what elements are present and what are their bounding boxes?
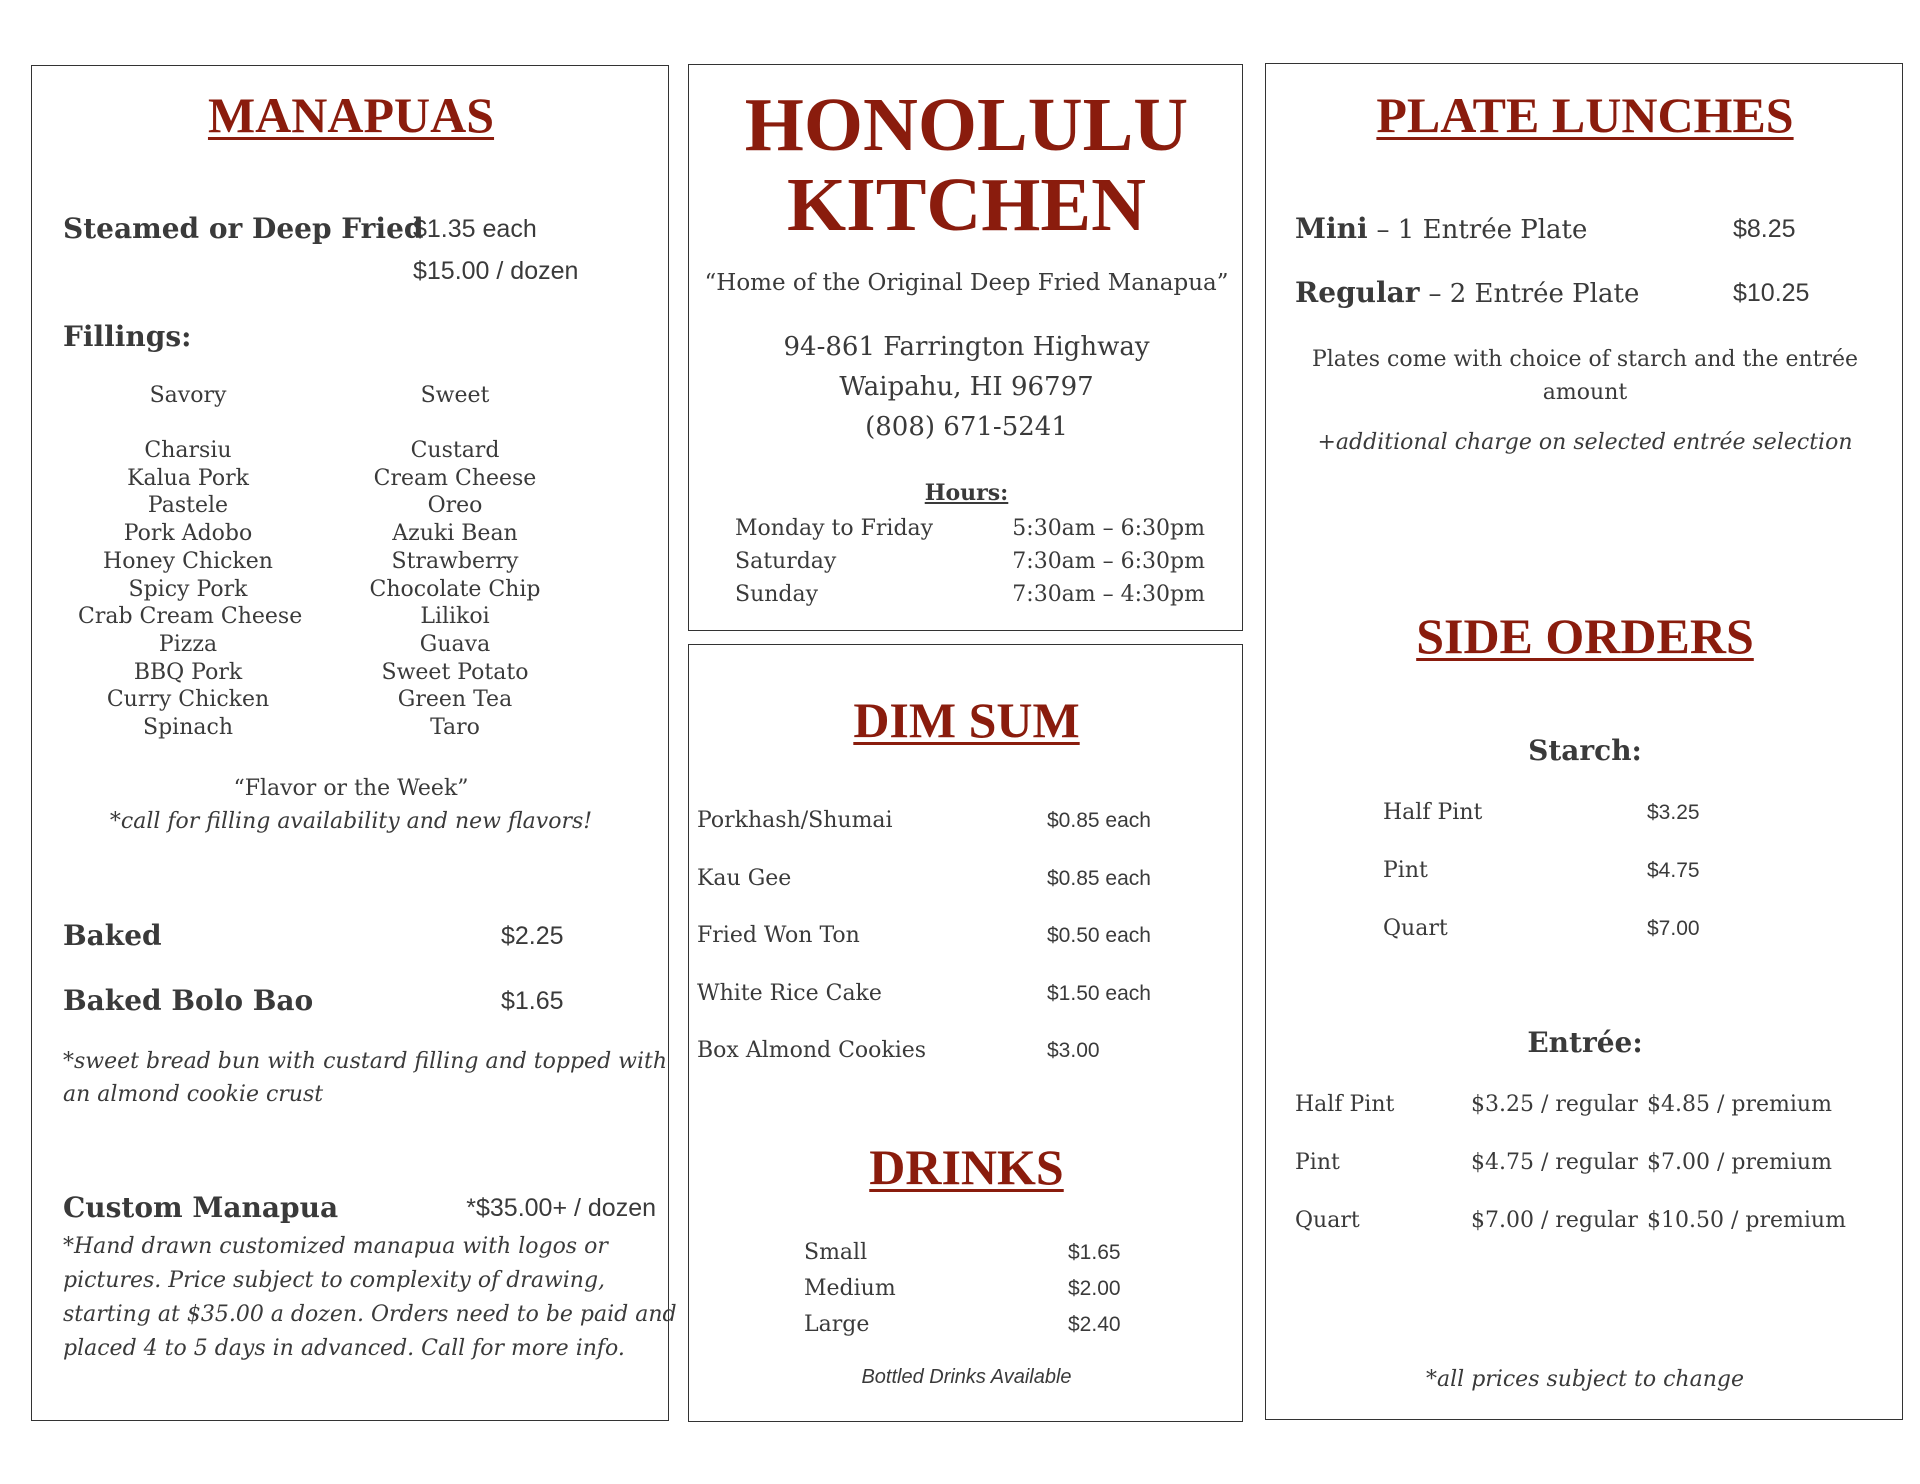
dim-sum-price: $0.85 each: [1047, 809, 1151, 832]
phone-number: (808) 671-5241: [865, 412, 1068, 442]
savory-list: [78, 437, 303, 742]
list-item: Pizza: [158, 631, 218, 657]
list-item: Spinach: [143, 715, 233, 741]
flavor-note: *call for filling availability and new flavors!: [109, 809, 593, 834]
dim-sum-price: $1.50 each: [1047, 981, 1151, 1005]
entree-list: [1295, 1076, 1895, 1250]
entree-row: [1295, 1076, 1895, 1134]
drinks-row: [804, 1235, 1121, 1271]
header-panel: [688, 64, 1243, 631]
bottled-drinks-note: Bottled Drinks Available: [861, 1366, 1072, 1388]
dim-sum-name: Box Almond Cookies: [697, 1038, 927, 1063]
hours-day: Sunday: [735, 582, 819, 607]
list-item: Chocolate Chip: [369, 576, 541, 602]
bolo-price: $1.65: [501, 987, 564, 1015]
drink-size: Small: [804, 1240, 868, 1265]
restaurant-title: [689, 85, 1244, 245]
drinks-row: [804, 1307, 1121, 1343]
manapuas-title: MANAPUAS: [207, 87, 495, 143]
hours-row: [735, 545, 1205, 578]
starch-price: $3.25: [1647, 801, 1700, 824]
regular-price: $10.25: [1733, 279, 1810, 307]
hours-time: 5:30am – 6:30pm: [1012, 516, 1205, 541]
list-item: Curry Chicken: [106, 687, 270, 713]
bolo-note: [63, 1045, 667, 1111]
custom-note: [63, 1230, 677, 1366]
hours-table: [735, 512, 1205, 611]
regular-label: Regular: [1295, 276, 1420, 309]
list-item: Sweet Potato: [381, 659, 529, 685]
list-item: Honey Chicken: [103, 548, 273, 574]
regular-desc: – 2 Entrée Plate: [1428, 279, 1640, 309]
entree-row: [1295, 1192, 1895, 1250]
dim-sum-panel: [688, 644, 1243, 1422]
title-line-2: KITCHEN: [787, 163, 1146, 247]
baked-price: $2.25: [501, 922, 564, 950]
bolo-note-line: *sweet bread bun with custard filling and topped with: [63, 1049, 668, 1074]
address: [689, 327, 1244, 447]
drinks-title: DRINKS: [869, 1139, 1064, 1195]
plate-note: [1266, 343, 1904, 409]
list-item: Taro: [430, 715, 480, 741]
custom-note-line: *Hand drawn customized manapua with logos or: [63, 1234, 608, 1259]
steamed-price-dozen: $15.00 / dozen: [413, 257, 579, 285]
custom-label: Custom Manapua: [63, 1191, 339, 1224]
mini-desc: – 1 Entrée Plate: [1376, 215, 1588, 245]
dim-sum-name: Fried Won Ton: [697, 923, 860, 948]
entree-regular: $3.25 / regular: [1471, 1092, 1638, 1117]
starch-row: [1383, 784, 1743, 842]
starch-size: Half Pint: [1383, 800, 1483, 825]
sweet-list: [345, 437, 565, 742]
plate-lunches-title: PLATE LUNCHES: [1376, 87, 1794, 143]
mini-price: $8.25: [1733, 215, 1796, 243]
address-line-2: Waipahu, HI 96797: [839, 372, 1094, 402]
fillings-label: Fillings:: [63, 320, 192, 353]
hours-time: 7:30am – 4:30pm: [1012, 582, 1205, 607]
plate-note-line: amount: [1542, 380, 1628, 405]
hours-label: Hours:: [924, 480, 1009, 506]
additional-charge-note: +additional charge on selected entrée selection: [1317, 430, 1853, 455]
list-item: Oreo: [427, 493, 483, 519]
custom-price: *$35.00+ / dozen: [466, 1194, 656, 1222]
list-item: Green Tea: [397, 687, 513, 713]
custom-note-line: placed 4 to 5 days in advanced. Call for more info.: [63, 1336, 625, 1361]
steamed-label: Steamed or Deep Fried: [63, 212, 424, 245]
mini-plate-row: [1295, 212, 1587, 245]
plate-lunches-panel: [1265, 63, 1903, 1420]
list-item: BBQ Pork: [133, 659, 243, 685]
hours-time: 7:30am – 6:30pm: [1012, 549, 1205, 574]
list-item: Strawberry: [391, 548, 519, 574]
mini-label: Mini: [1295, 212, 1368, 245]
starch-size: Pint: [1383, 858, 1428, 883]
starch-row: [1383, 842, 1743, 900]
drinks-row: [804, 1271, 1121, 1307]
dim-sum-row: [697, 850, 1237, 908]
address-line-1: 94-861 Farrington Highway: [783, 332, 1150, 362]
starch-size: Quart: [1383, 916, 1448, 941]
dim-sum-name: Kau Gee: [697, 865, 792, 891]
list-item: Lilikoi: [420, 604, 490, 630]
entree-size: Pint: [1295, 1150, 1340, 1175]
steamed-price-each: $1.35 each: [413, 215, 537, 243]
starch-label: Starch:: [1528, 734, 1642, 767]
baked-label: Baked: [63, 919, 162, 952]
drink-size: Large: [804, 1312, 870, 1337]
plate-note-line: Plates come with choice of starch and the entrée: [1311, 347, 1859, 372]
dim-sum-price: $0.85 each: [1047, 866, 1151, 890]
entree-regular: $4.75 / regular: [1471, 1150, 1638, 1175]
bolo-note-line: an almond cookie crust: [63, 1082, 324, 1107]
custom-note-line: pictures. Price subject to complexity of drawing,: [63, 1268, 606, 1293]
list-item: Kalua Pork: [127, 465, 249, 491]
list-item: Charsiu: [144, 438, 232, 463]
starch-row: [1383, 900, 1743, 958]
drink-size: Medium: [804, 1276, 896, 1301]
entree-premium: $4.85 / premium: [1647, 1092, 1832, 1117]
entree-label: Entrée:: [1527, 1026, 1643, 1059]
dim-sum-price: $3.00: [1047, 1039, 1100, 1062]
list-item: Pork Adobo: [123, 521, 253, 547]
starch-price: $4.75: [1647, 859, 1700, 882]
manapuas-panel: [31, 65, 677, 1421]
list-item: Spicy Pork: [128, 576, 248, 602]
regular-plate-row: [1295, 276, 1639, 309]
hours-row: [735, 578, 1205, 611]
dim-sum-title: DIM SUM: [853, 692, 1080, 748]
dim-sum-name: White Rice Cake: [697, 980, 882, 1006]
drink-price: $2.40: [1068, 1313, 1121, 1336]
dim-sum-price: $0.50 each: [1047, 924, 1151, 947]
list-item: Custard: [410, 438, 500, 463]
prices-subject-note: *all prices subject to change: [1426, 1367, 1744, 1392]
dim-sum-row: [697, 907, 1237, 965]
dim-sum-name: Porkhash/Shumai: [697, 808, 893, 833]
list-item: Guava: [419, 631, 491, 657]
drink-price: $1.65: [1068, 1241, 1121, 1264]
hours-row: [735, 512, 1205, 545]
drink-price: $2.00: [1068, 1277, 1121, 1300]
entree-size: Quart: [1295, 1208, 1360, 1233]
entree-row: [1295, 1134, 1895, 1192]
list-item: Cream Cheese: [373, 465, 537, 491]
list-item: Crab Cream Cheese: [78, 604, 303, 630]
hours-day: Monday to Friday: [735, 516, 934, 541]
list-item: Azuki Bean: [392, 521, 518, 547]
entree-size: Half Pint: [1295, 1092, 1395, 1117]
drinks-list: [804, 1235, 1121, 1343]
savory-header: Savory: [149, 383, 227, 408]
entree-premium: $7.00 / premium: [1647, 1150, 1832, 1175]
dim-sum-row: [697, 1022, 1237, 1080]
list-item: Pastele: [147, 493, 229, 519]
starch-price: $7.00: [1647, 917, 1700, 940]
flavor-week: “Flavor or the Week”: [233, 776, 469, 801]
custom-note-line: starting at $35.00 a dozen. Orders need to be paid and: [63, 1302, 677, 1327]
dim-sum-row: [697, 792, 1237, 850]
sweet-header: Sweet: [420, 383, 490, 408]
entree-premium: $10.50 / premium: [1647, 1208, 1846, 1233]
bolo-label: Baked Bolo Bao: [63, 984, 314, 1017]
tagline: “Home of the Original Deep Fried Manapua”: [704, 270, 1229, 296]
side-orders-title: SIDE ORDERS: [1416, 608, 1754, 664]
title-line-1: HONOLULU: [744, 83, 1189, 167]
dim-sum-row: [697, 965, 1237, 1023]
dim-sum-list: [697, 792, 1237, 1080]
entree-regular: $7.00 / regular: [1471, 1208, 1638, 1233]
hours-day: Saturday: [735, 549, 837, 574]
starch-list: [1383, 784, 1743, 958]
